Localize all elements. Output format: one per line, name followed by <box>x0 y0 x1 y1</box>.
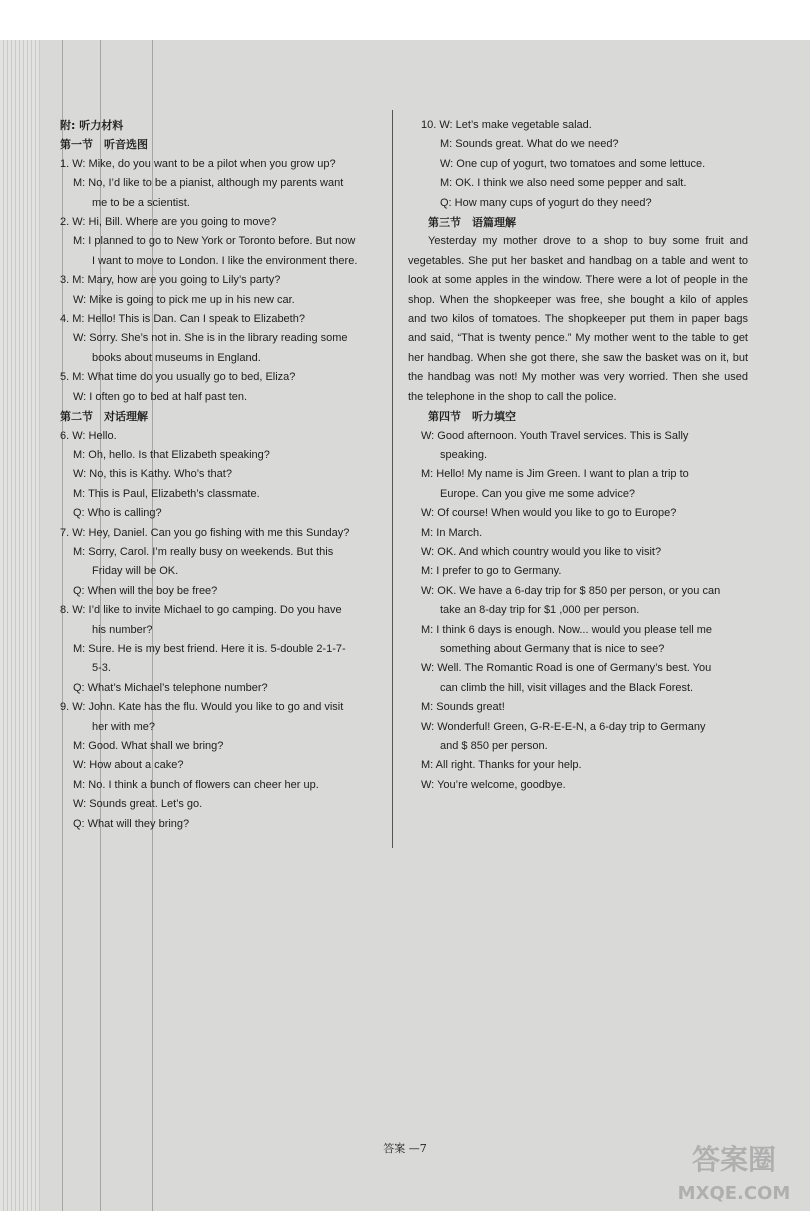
text-line: W: No, this is Kathy. Who’s that? <box>73 468 232 481</box>
section2-lines <box>60 427 378 835</box>
text-line: me to be a scientist. <box>92 196 190 209</box>
text-line: M: This is Paul, Elizabeth’s classmate. <box>73 487 260 500</box>
text-line: M: I think 6 days is enough. Now... would you please tell me <box>421 623 713 636</box>
text-line: Friday will be OK. <box>92 565 179 578</box>
text-line: M: No. I think a bunch of flowers can cheer her up. <box>73 778 319 791</box>
column-divider <box>392 110 393 848</box>
section4-heading: 第四节 听力填空 <box>428 410 516 424</box>
text-line: M: Oh, hello. Is that Elizabeth speaking? <box>73 448 270 461</box>
text-line: M: I prefer to go to Germany. <box>421 565 562 578</box>
text-line: W: One cup of yogurt, two tomatoes and some lettuce. <box>440 157 706 170</box>
section4-lines <box>408 427 748 796</box>
text-line: W: You’re welcome, goodbye. <box>421 778 566 791</box>
left-column <box>60 116 378 834</box>
page-footer: 答案 —7 <box>383 1142 427 1155</box>
text-line: Europe. Can you give me some advice? <box>440 487 636 500</box>
text-line: 3. M: Mary, how are you going to Lily’s party? <box>60 274 281 287</box>
page-edge-stack <box>0 40 40 1211</box>
watermark-logo <box>664 1137 804 1207</box>
watermark-top-text: 答案圈 <box>691 1143 777 1176</box>
text-line: M: No, I’d like to be a pianist, although my parents want <box>73 177 344 190</box>
text-line: W: OK. And which country would you like to visit? <box>421 545 662 558</box>
text-line: M: All right. Thanks for your help. <box>421 759 582 772</box>
text-line: her with me? <box>92 720 155 733</box>
appendix-title: 附: 听力材料 <box>60 119 124 132</box>
text-line: W: Sorry. She’s not in. She is in the library reading some <box>73 332 348 345</box>
text-line: take an 8-day trip for $1 ,000 per person. <box>440 604 640 617</box>
text-line: W: Of course! When would you like to go to Europe? <box>421 507 677 520</box>
text-line: can climb the hill, visit villages and the Black Forest. <box>440 681 694 694</box>
text-line: W: How about a cake? <box>73 759 184 772</box>
text-line: M: Sounds great! <box>421 701 505 714</box>
text-line: W: Well. The Romantic Road is one of Germany’s best. You <box>421 662 712 675</box>
text-line: W: Mike is going to pick me up in his new car. <box>73 293 295 306</box>
right-column <box>408 116 748 795</box>
q10-lines <box>408 116 748 213</box>
watermark-bottom-text: MXQE.COM <box>677 1183 791 1204</box>
text-line: M: In March. <box>421 526 483 539</box>
text-line: M: Sounds great. What do we need? <box>440 138 619 151</box>
section2-heading: 第二节 对话理解 <box>60 410 148 424</box>
text-line: Q: What’s Michael’s telephone number? <box>73 681 268 694</box>
text-line: 4. M: Hello! This is Dan. Can I speak to Elizabeth? <box>60 313 305 326</box>
text-line: 2. W: Hi, Bill. Where are you going to move? <box>60 216 277 229</box>
text-line: something about Germany that is nice to see? <box>440 642 665 655</box>
text-line: Q: How many cups of yogurt do they need? <box>440 196 652 209</box>
text-line: M: OK. I think we also need some pepper and salt. <box>440 177 687 190</box>
text-line: 1. W: Mike, do you want to be a pilot when you grow up? <box>60 157 336 170</box>
text-line: 9. W: John. Kate has the flu. Would you like to go and visit <box>60 701 344 714</box>
text-line: Q: When will the boy be free? <box>73 584 218 597</box>
text-line: and $ 850 per person. <box>440 740 548 752</box>
text-line: M: I planned to go to New York or Toronto before. But now <box>73 235 356 248</box>
text-line: 7. W: Hey, Daniel. Can you go fishing with me this Sunday? <box>60 526 350 539</box>
section1-lines <box>60 155 378 407</box>
text-line: W: Good afternoon. Youth Travel services. This is Sally <box>421 429 689 442</box>
text-line: books about museums in England. <box>92 351 261 364</box>
text-line: W: OK. We have a 6-day trip for $ 850 per person, or you can <box>421 584 721 597</box>
text-line: M: Sorry, Carol. I’m really busy on weekends. But this <box>73 545 334 558</box>
section3-passage <box>408 232 748 407</box>
text-line: 10. W: Let’s make vegetable salad. <box>421 119 592 131</box>
section1-heading: 第一节 听音选图 <box>60 138 148 152</box>
text-line: M: Good. What shall we bring? <box>73 740 224 752</box>
passage-text: Yesterday my mother drove to a shop to buy some fruit and vegetables. She put her basket and handbag on a table and went to look at some apples in the window. There were a lot of people in the shop. When the shopkeeper was free, she bought a kilo of apples and two kilos of tomatoes. The shopkeeper put them in paper bags and said, “That is twenty pence.” My mother went to the table to get her handbag. When she got there, she saw the basket was on it, but the handbag was not! My mother was very worried. Then she used the telephone in the shop to call the police. <box>408 235 748 403</box>
text-line: his number? <box>92 623 153 636</box>
text-line: 6. W: Hello. <box>60 429 117 442</box>
text-line: speaking. <box>440 448 488 461</box>
text-line: Q: What will they bring? <box>73 817 190 830</box>
text-line: W: Sounds great. Let’s go. <box>73 798 203 811</box>
section3-heading: 第三节 语篇理解 <box>428 216 516 230</box>
text-line: 5. M: What time do you usually go to bed, Eliza? <box>60 371 296 384</box>
text-line: W: I often go to bed at half past ten. <box>73 390 248 403</box>
text-line: M: Hello! My name is Jim Green. I want to plan a trip to <box>421 468 689 481</box>
text-line: Q: Who is calling? <box>73 507 162 520</box>
text-line: M: Sure. He is my best friend. Here it is. 5-double 2-1-7- <box>73 642 346 655</box>
text-line: W: Wonderful! Green, G-R-E-E-N, a 6-day trip to Germany <box>421 720 706 733</box>
text-line: I want to move to London. I like the environment there. <box>92 254 358 267</box>
text-line: 8. W: I’d like to invite Michael to go camping. Do you have <box>60 604 342 617</box>
text-line: 5-3. <box>92 662 111 675</box>
